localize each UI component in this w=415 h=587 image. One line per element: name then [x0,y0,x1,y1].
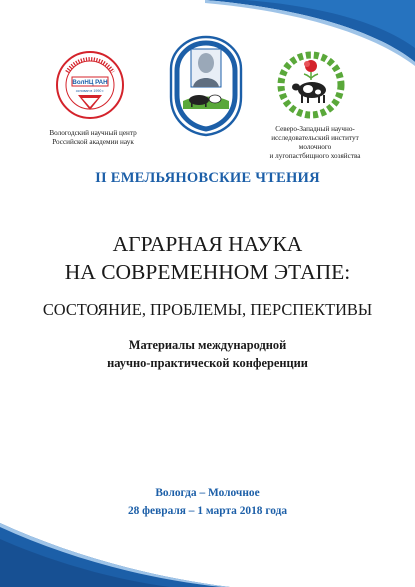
organization-caption-line: Вологодский научный центр [49,129,137,137]
bottom-left-corner-decoration [0,517,230,587]
emelyanov-readings-logo [167,35,245,137]
organization-caption-line: и лугопастбищного хозяйства [269,152,361,160]
organization-caption-left [28,129,158,147]
svg-text:основан в 1990 г.: основан в 1990 г. [75,89,105,93]
organization-caption-line: Северо-Западный научно- [275,125,355,133]
vologda-science-center-emblem-icon [55,50,125,120]
logo-roman-numeral: II [203,115,209,123]
organization-caption-line: Российской академии наук [52,138,134,146]
main-title-line-3: СОСТОЯНИЕ, ПРОБЛЕМЫ, ПЕРСПЕКТИВЫ [42,300,373,319]
organization-caption-right [255,125,375,161]
subtitle-line-2: научно-практической конференции [107,356,308,370]
main-title-line-2: НА СОВРЕМЕННОМ ЭТАПЕ: [64,260,351,284]
conference-place: Вологда – Молочное [155,487,260,499]
vologda-science-center-logo [55,50,125,120]
organization-caption-line: исследовательский институт молочного [271,134,359,151]
series-title: II ЕМЕЛЬЯНОВСКИЕ ЧТЕНИЯ [95,170,320,186]
logo-badge-text: ВолНЦ РАН [72,79,108,86]
conference-dates: 28 февраля – 1 марта 2018 года [127,505,288,517]
dairy-institute-emblem-icon [274,48,348,122]
emelyanov-readings-emblem-icon [167,35,245,137]
main-title-line-1: АГРАРНАЯ НАУКА [112,232,303,256]
dairy-institute-logo [274,48,348,122]
subtitle-line-1: Материалы международной [128,338,287,352]
